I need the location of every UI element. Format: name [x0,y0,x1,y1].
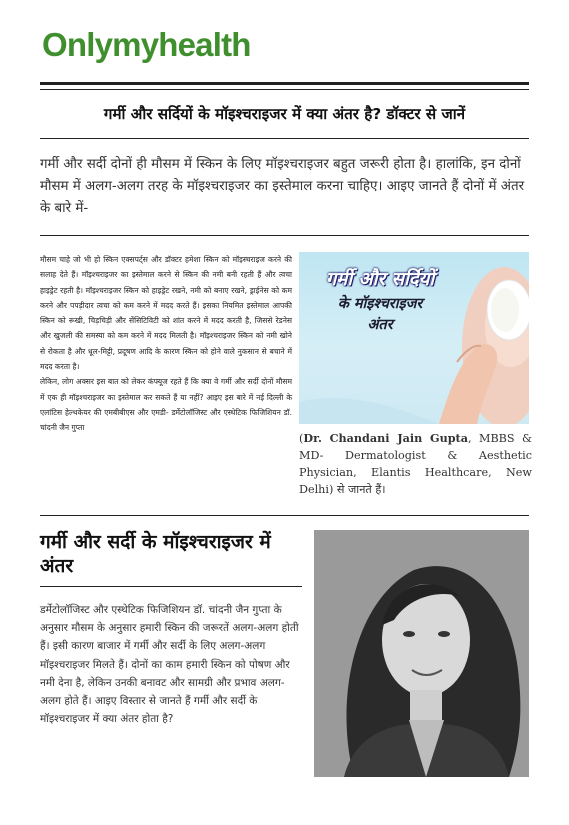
article-body [40,252,292,436]
hero-title: गर्मी और सर्दियों [325,269,435,290]
section-heading-underline [40,586,302,587]
article-intro: गर्मी और सर्दी दोनों ही मौसम में स्किन के लिए मॉइश्चराइजर बहुत जरूरी होता है। हालांकि, इन दोनों मौसम में अलग-अलग तरह के मॉइश्चराइजर का इस्तेमाल करना चाहिए। आइए जानते हैं दोनों में अंतर के बारे में- [40,157,525,216]
section-body: डर्मेटोलॉजिस्ट और एस्थेटिक फिजिशियन डॉ. चांदनी जैन गुप्ता के अनुसार मौसम के अनुसार हमारी स्किन की जरूरतें अलग-अलग होती हैं। इसी कारण बाजार में गर्मी और सर्दी के लिए अलग-अलग मॉइश्चराइजर मिलते हैं। दोनों का काम हमारी स्किन को पोषण और नमी देना है, लेकिन उनकी बनावट और सामग्री और प्रभाव अलग-अलग होते हैं। आइए विस्तार से जानते हैं गर्मी और सर्दी के मॉइश्चराइजर में क्या अंतर होता है? [40,604,299,726]
doctor-name: Dr. Chandani Jain Gupta [303,431,468,445]
hero-subtitle-2: अंतर [367,317,393,333]
site-logo[interactable]: Onlymyhealth [42,26,251,63]
header-divider-thin [40,89,529,90]
body-paragraph-2: लेकिन, लोग अक्सर इस बात को लेकर कंफ्यूज रहते हैं कि क्या वे गर्मी और सर्दी दोनों मौसम में एक ही मॉइश्चराइजर का इस्तेमाल कर सकते हैं या नहीं? आइए इस बारे में नई दिल्ली के एलांटिस हेल्थकेयर की एमबीबीएस और एमडी- डर्मेटोलॉजिस्ट और एस्थेटिक फिजिशियन डॉ. चांदनी जैन गुप्ता [40,377,292,433]
portrait-illustration [314,530,529,777]
caption-credentials: , MBBS & MD- Dermatologist & Aesthetic Physician, Elantis Healthcare, New Delhi) से जानते हैं। [299,432,532,496]
header-divider-thick [40,82,529,85]
article-headline: गर्मी और सर्दियों के मॉइश्चराइजर में क्या अंतर है? डॉक्टर से जानें [103,105,466,123]
headline-divider [40,138,529,139]
section-divider [40,515,529,516]
caption-open: ( [299,432,304,445]
image-caption [299,430,532,498]
hero-subtitle-1: के मॉइश्चराइजर [337,296,423,312]
body-paragraph-1: मौसम चाहे जो भी हो स्किन एक्सपर्ट्स और डॉक्टर हमेशा स्किन को मॉइस्चराइज करने की सलाह देते हैं। मॉइश्चराइजर का इस्तेमाल करने से स्किन की नमी बनी रहती हैं और त्वचा हाइड्रेट रहती है। मॉइश्चराइजर स्किन को हाइड्रेट रखने, नमी को बनाए रखने, ड्राईनेस को कम करने और पपड़ीदार त्वचा को कम करने में मदद करते हैं। इसका नियमित इस्तेमाल आपकी स्किन को रूखी, चिड़चिड़ी और सेंसिटिविटी को शांत करने में मदद करती है, जिससे रेडनेस और खुजली की समस्या को कम करने में मदद मिलती है। मॉइश्चराइजर स्किन को नमी खोने से रोकता है और धूल-मिट्टी, प्रदूषण आदि के कारण स्किन को होने वाले नुकसान से बचाने में मदद करता है। [40,255,292,372]
doctor-portrait [314,530,529,777]
section-heading: गर्मी और सर्दी के मॉइश्चराइजर में अंतर [40,531,271,577]
intro-divider [40,235,529,236]
hero-image [299,252,529,424]
